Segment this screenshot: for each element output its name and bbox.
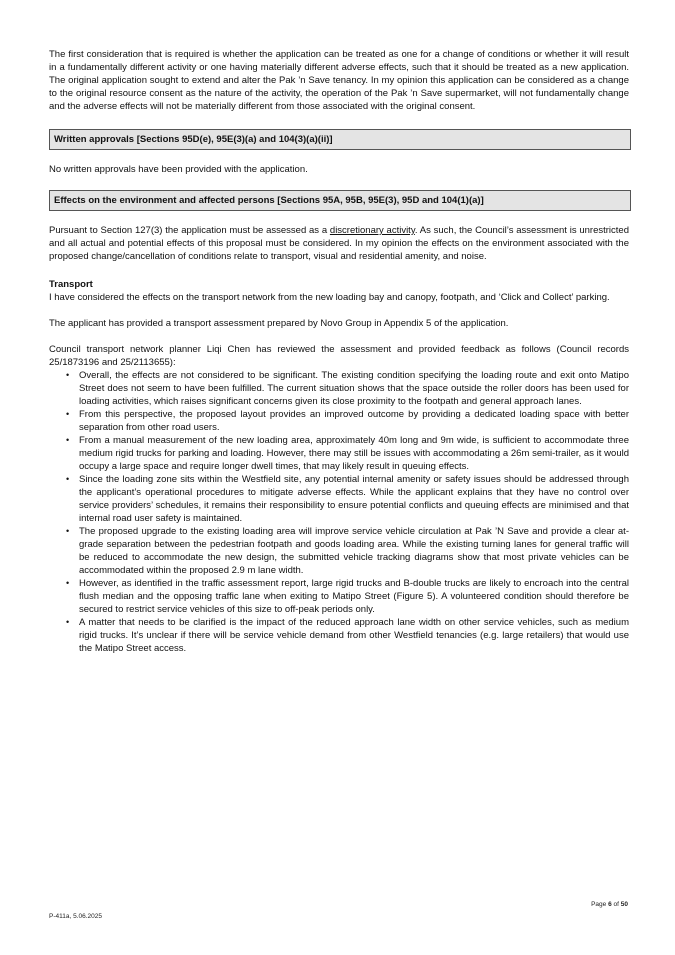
list-item (49, 577, 629, 616)
transport-paragraph-1: I have considered the effects on the transport network from the new loading bay and canopy, footpath, and ‘Click and Collect’ parking. (49, 292, 610, 303)
list-item (49, 525, 629, 577)
feedback-bullet-list (49, 369, 629, 655)
bullet-marker: • (66, 578, 70, 588)
list-item-text: Since the loading zone sits within the Westfield site, any potential internal amenity or safety issues should be addressed through the applicant’s operational procedures to mitigate adverse effects. While the applicant explains that they have no control over service providers’ schedules, it remains their responsibility to ensure potential conflicts and queuing effects are minimised and that internal road user safety is maintained. (79, 474, 629, 524)
section-heading-effects: Effects on the environment and affected persons [Sections 95A, 95B, 95E(3), 95D and 104(1)(a)] (49, 190, 631, 211)
page-of: of (611, 901, 621, 908)
written-approvals-text: No written approvals have been provided with the application. (49, 164, 308, 175)
list-item (49, 434, 629, 473)
list-item-text: Overall, the effects are not considered to be significant. The existing condition specifying the loading route and exit onto Matipo Street does not seem to have been fulfilled. The current situation shows that the space outside the roller doors has been used for loading activities, which raises significant concerns given its close proximity to the footpath and general approach lanes. (79, 370, 629, 407)
page-prefix: Page (591, 901, 609, 908)
list-item (49, 473, 629, 525)
list-item-text: From a manual measurement of the new loading area, approximately 40m long and 9m wide, is sufficient to accommodate three medium rigid trucks for parking and loading. However, there may still be issues with accommodating a 26m semi-trailer, as it would occupy a large space and require longer dwell times, that may likely result in queuing effects. (79, 435, 629, 472)
bullet-marker: • (66, 617, 70, 627)
bullet-marker: • (66, 370, 70, 380)
list-item-text: A matter that needs to be clarified is the impact of the reduced approach lane width on other service vehicles, such as medium rigid trucks. It’s unclear if there will be service vehicle demand from other Westfield tenancies (e.g. large retailers) that would use the Matipo Street access. (79, 617, 629, 654)
discretionary-activity-link: discretionary activity (329, 225, 415, 236)
list-item-text: The proposed upgrade to the existing loading area will improve service vehicle circulation at Pak ’N Save and provide a clear at-grade separation between the pedestrian footpath and goods loading area. While the existing turning lanes for general traffic will be reduced to accommodate the new design, the submitted vehicle tracking diagrams show that most private vehicles can be accommodated within the proposed 2.9 m lane width. (79, 526, 629, 576)
effects-text-start: Pursuant to Section 127(3) the application must be assessed as a (49, 225, 330, 236)
list-item-text: From this perspective, the proposed layout provides an improved outcome by providing a dedicated loading space with better separation from other road users. (79, 409, 629, 433)
bullet-marker: • (66, 435, 70, 445)
intro-paragraph: The first consideration that is required is whether the application can be treated as one for a change of conditions or whether it will result in a fundamentally different activity or one having materially different adverse effects, such that it should be treated as a new application. The original application sought to extend and alter the Pak ’n Save tenancy. In my opinion this application can be considered as a change to the original resource consent as the nature of the activity, the operation of the Pak ’n Save supermarket, will not fundamentally change and the adverse effects will not be materially different from those associated with the original consent. (49, 49, 629, 112)
transport-paragraph-2: The applicant has provided a transport assessment prepared by Novo Group in Appendix 5 of the application. (49, 318, 509, 329)
list-item-text: However, as identified in the traffic assessment report, large rigid trucks and B-double trucks are likely to encroach into the central flush median and the opposing traffic lane when exiting to Matipo Street (Figure 5). A volunteered condition should therefore be secured to restrict service vehicles of this size to off-peak periods only. (79, 578, 629, 615)
page-body (49, 48, 629, 655)
transport-heading: Transport (49, 279, 93, 290)
list-item (49, 408, 629, 434)
total-pages: 50 (620, 901, 628, 908)
list-item (49, 616, 629, 655)
document-reference: P-411a, 5.06.2025 (49, 913, 103, 920)
bullet-marker: • (66, 526, 70, 536)
transport-paragraph-3: Council transport network planner Liqi Chen has reviewed the assessment and provided feedback as follows (Council records 25/1873196 and 25/2113655): (49, 344, 629, 368)
effects-paragraph (49, 224, 629, 263)
section-heading-written-approvals: Written approvals [Sections 95D(e), 95E(3)(a) and 104(3)(a)(ii)] (49, 129, 631, 150)
effects-text-end: . As such, the Council’s assessment is unrestricted and all actual and potential effects of this proposal must be considered. In my opinion the effects on the environment associated with the proposed change/cancellation of conditions relate to transport, visual and residential amenity, and noise. (49, 225, 629, 262)
page-number (591, 898, 628, 911)
bullet-marker: • (66, 474, 70, 484)
bullet-marker: • (66, 409, 70, 419)
list-item (49, 369, 629, 408)
current-page: 6 (608, 901, 612, 908)
